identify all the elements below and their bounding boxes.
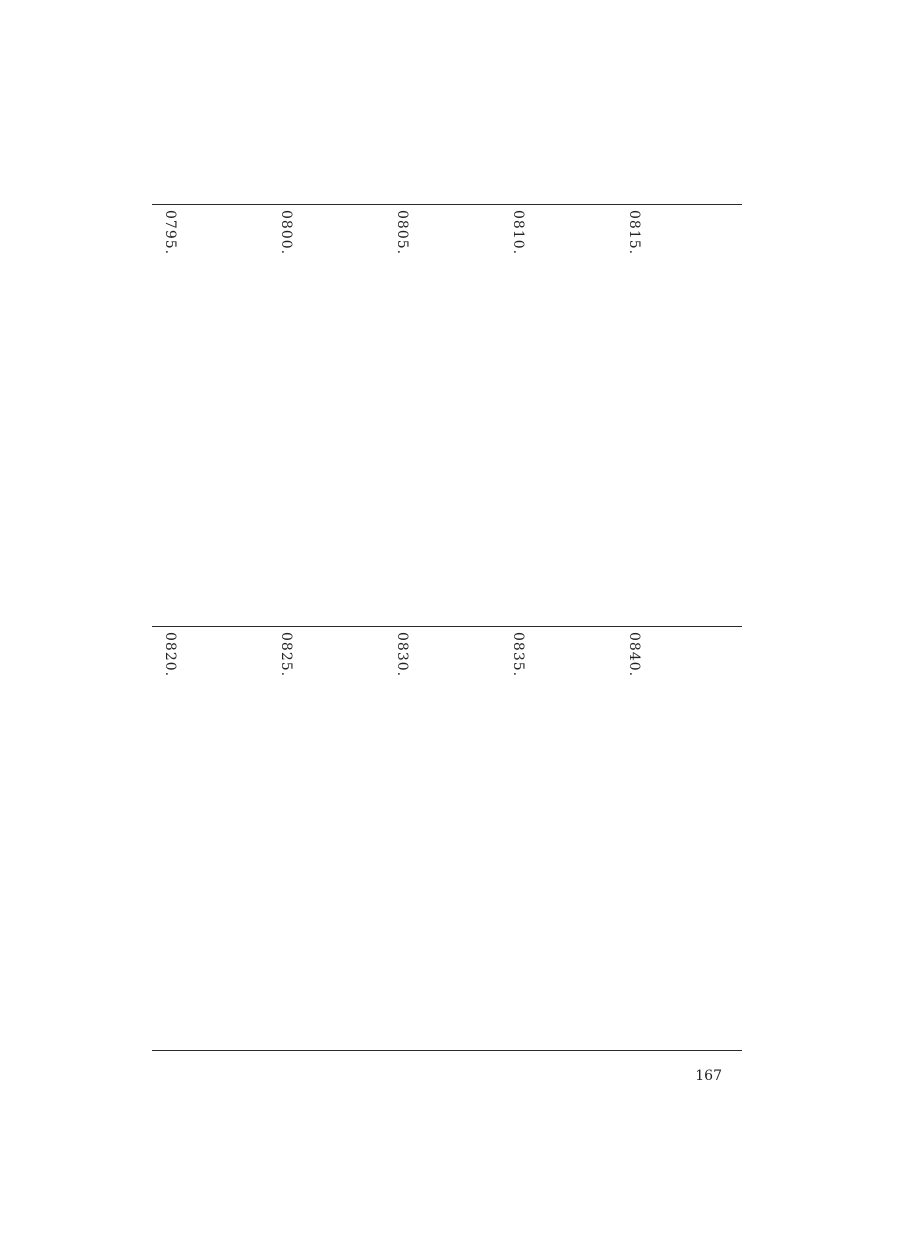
verse-line (453, 214, 475, 434)
verse-column (392, 210, 422, 618)
verse-panel-lower (152, 632, 742, 1040)
verse-column (160, 632, 190, 1040)
verse-column (479, 632, 509, 1040)
verse-number: 0825. (278, 632, 294, 678)
verse-line (279, 672, 301, 757)
verse-column (653, 210, 683, 618)
verse-line (424, 214, 446, 464)
verse-column (218, 210, 248, 618)
verse-number: 0815. (626, 210, 642, 256)
verse-column (305, 632, 335, 1040)
verse-line (627, 672, 649, 872)
verse-line (569, 214, 591, 444)
verse-line (627, 250, 649, 520)
verse-number: 0810. (510, 210, 526, 256)
verse-line (569, 636, 591, 816)
verse-column (363, 210, 393, 618)
verse-column (450, 632, 480, 1040)
verse-line (598, 636, 620, 806)
verse-line (308, 214, 330, 474)
verse-line (395, 672, 417, 912)
verse-line (192, 214, 214, 324)
verse-column (247, 632, 277, 1040)
verse-line (221, 214, 243, 354)
verse-number: 0820. (162, 632, 178, 678)
verse-line (714, 214, 736, 484)
verse-column (537, 632, 567, 1040)
verse-line (453, 636, 475, 836)
verse-column (247, 210, 277, 618)
verse-number: 0830. (394, 632, 410, 678)
verse-line (656, 636, 678, 756)
verse-line (250, 214, 272, 354)
verse-column (653, 632, 683, 1040)
verse-column (566, 632, 596, 1040)
verse-column (508, 210, 538, 618)
verse-column (595, 210, 625, 618)
verse-column (682, 632, 712, 1040)
verse-column (711, 632, 741, 1040)
verse-column (537, 210, 567, 618)
verse-line (511, 250, 533, 460)
verse-number: 0835. (510, 632, 526, 678)
verse-column (276, 210, 306, 618)
verse-column (305, 210, 335, 618)
verse-column (189, 210, 219, 618)
verse-number: 0800. (278, 210, 294, 256)
verse-column (421, 632, 451, 1040)
verse-line (308, 636, 330, 746)
verse-line (163, 672, 185, 872)
verse-line (279, 250, 301, 490)
verse-column (595, 632, 625, 1040)
rule-top (152, 204, 742, 205)
verse-column (334, 210, 364, 618)
verse-line (511, 672, 533, 872)
verse-column (450, 210, 480, 618)
verse-line (192, 636, 214, 786)
verse-number: 0805. (394, 210, 410, 256)
verse-line (424, 636, 446, 846)
verse-column (392, 632, 422, 1040)
verse-number: 0840. (626, 632, 642, 678)
verse-line (250, 636, 272, 776)
verse-line (337, 214, 359, 374)
verse-line (482, 636, 504, 836)
verse-line (163, 250, 185, 430)
verse-column (363, 632, 393, 1040)
verse-column (624, 632, 654, 1040)
verse-line (482, 214, 504, 414)
verse-column (682, 210, 712, 618)
verse-line (685, 214, 707, 444)
verse-column (624, 210, 654, 618)
verse-column (566, 210, 596, 618)
verse-line (714, 636, 736, 796)
verse-line (540, 636, 562, 886)
page-number: 167 (695, 1068, 722, 1084)
verse-line (685, 636, 707, 771)
verse-column (508, 632, 538, 1040)
verse-column (421, 210, 451, 618)
verse-column (160, 210, 190, 618)
verse-panel-upper (152, 210, 742, 618)
rule-bottom (152, 1050, 742, 1051)
verse-column (276, 632, 306, 1040)
verse-column (334, 632, 364, 1040)
verse-line (395, 250, 417, 360)
verse-line (366, 636, 388, 876)
verse-line (598, 214, 620, 429)
verse-column (479, 210, 509, 618)
verse-column (711, 210, 741, 618)
verse-column (189, 632, 219, 1040)
rule-middle (152, 626, 742, 627)
verse-column (218, 632, 248, 1040)
verse-line (656, 214, 678, 389)
verse-line (337, 636, 359, 866)
verse-line (366, 214, 388, 344)
verse-line (540, 214, 562, 444)
verse-number: 0795. (162, 210, 178, 256)
verse-line (221, 636, 243, 766)
